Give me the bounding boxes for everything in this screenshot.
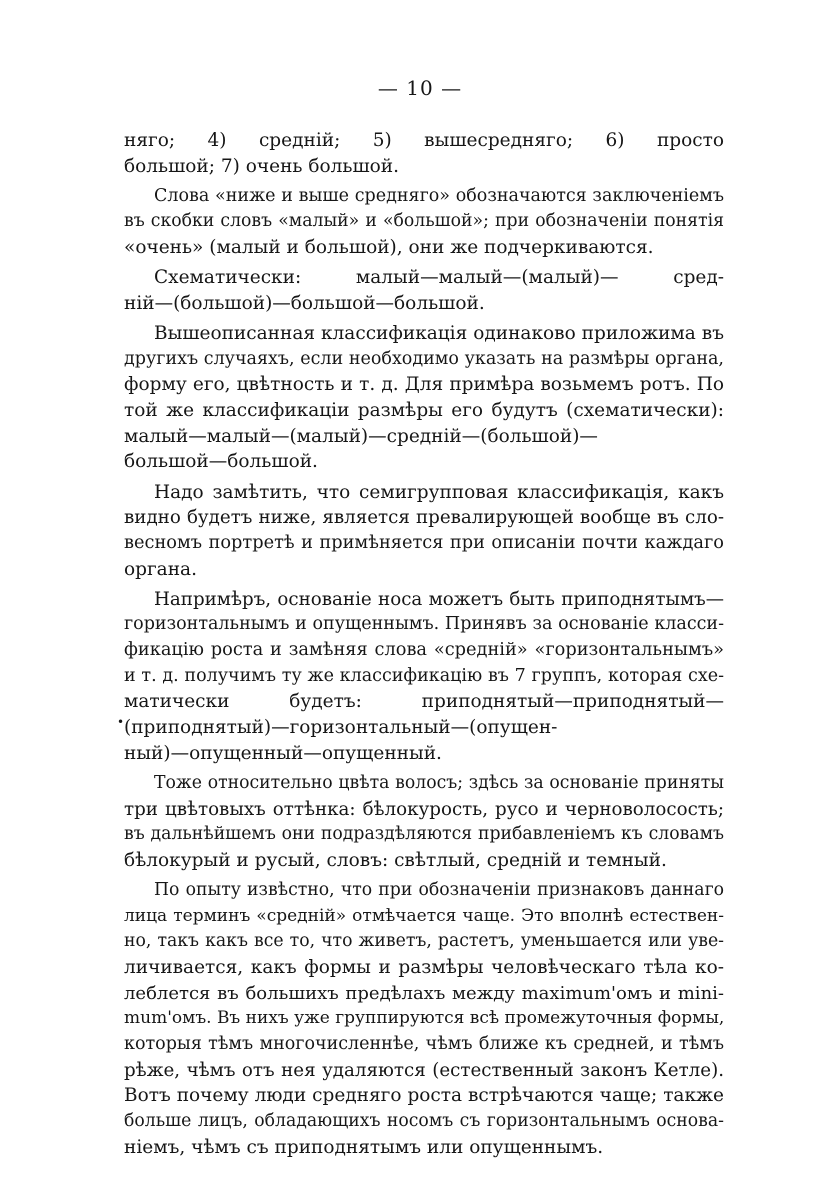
text-line: Напримѣръ, основаніе носа можетъ быть приподнятымъ—: [154, 588, 724, 610]
paragraph-4: [124, 321, 724, 475]
text-line: По опыту извѣстно, что при обозначеніи признаковъ даннаго: [154, 879, 724, 900]
text-line: въ дальнѣйшемъ они подраздѣляются прибавленіемъ къ словамъ: [124, 824, 724, 845]
page-number: — 10 —: [377, 76, 463, 100]
text-line: которыя тѣмъ многочисленнѣе, чѣмъ ближе къ средней, и тѣмъ: [124, 1034, 724, 1055]
text-line: личивается, какъ формы и размѣры человѣческаго тѣла ко-: [124, 957, 724, 979]
text-line: леблется въ большихъ предѣлахъ между maximum'омъ и mini-: [124, 982, 724, 1004]
text-line: бѣлокурый и русый, словъ: свѣтлый, средній и темный.: [124, 849, 667, 871]
text-line: другихъ случаяхъ, если необходимо указать на размѣры органа,: [124, 348, 724, 369]
text-line: весномъ портретѣ и примѣняется при описаніи почти каждаго: [124, 532, 724, 553]
text-line: матически будетъ: приподнятый—приподнятый—: [124, 691, 724, 713]
text-line: ній—(большой)—большой—большой.: [124, 292, 485, 314]
text-line: видно будетъ ниже, является превалирующей вообще въ сло-: [124, 507, 724, 529]
text-line: той же классификаціи размѣры его будутъ (схематически):: [124, 400, 724, 422]
margin-mark: •: [117, 715, 125, 729]
text-line: фикацію роста и замѣняя слова «средній» «горизонтальнымъ»: [124, 640, 724, 661]
paragraph-7: [124, 771, 724, 874]
paragraph-8: [124, 878, 724, 1161]
text-line: форму его, цвѣтность и т. д. Для примѣра возьмемъ ротъ. По: [124, 374, 724, 396]
paragraph-2: [124, 184, 724, 261]
text-line: Вотъ почему люди средняго роста встрѣчаются чаще; также: [124, 1085, 724, 1107]
page-body: [124, 128, 724, 1165]
text-line: больше лицъ, обладающихъ носомъ съ горизонтальнымъ основа-: [124, 1111, 724, 1132]
paragraph-5: [124, 480, 724, 583]
text-line: лица терминъ «средній» отмѣчается чаще. Это вполнѣ естествен-: [124, 905, 724, 926]
text-line: (приподнятый)—горизонтальный—(опущен-: [124, 717, 558, 739]
text-line: но, такъ какъ все то, что живетъ, растетъ, уменьшается или уве-: [124, 931, 724, 952]
text-line: горизонтальнымъ и опущеннымъ. Принявъ за основаніе класси-: [124, 614, 724, 635]
text-line: Тоже относительно цвѣта волосъ; здѣсь за основаніе приняты: [154, 772, 724, 793]
text-line: органа.: [124, 558, 197, 580]
paragraph-3: [124, 265, 724, 316]
paragraph-6: [124, 587, 724, 767]
text-line: mum'омъ. Въ нихъ уже группируются всѣ промежуточныя формы,: [124, 1008, 725, 1029]
text-line: няго; 4) средній; 5) вышесредняго; 6) просто: [124, 130, 724, 151]
text-line: Надо замѣтить, что семигрупповая классификація, какъ: [154, 481, 724, 503]
text-line: «очень» (малый и большой), они же подчеркиваются.: [124, 237, 654, 259]
text-line: ніемъ, чѣмъ съ приподнятымъ или опущеннымъ.: [124, 1136, 604, 1158]
text-line: и т. д. получимъ ту же классификацію въ 7 группъ, которая схе-: [124, 665, 724, 686]
text-line: Слова «ниже и выше средняго» обозначаются заключеніемъ: [154, 185, 724, 206]
paragraph-1: [124, 128, 724, 179]
text-line: большой; 7) очень большой.: [124, 155, 399, 177]
text-line: ный)—опущенный—опущенный.: [124, 742, 442, 764]
text-line: Вышеописанная классификація одинаково приложима въ: [154, 322, 724, 344]
text-line: Схематически: малый—малый—(малый)— сред-: [154, 267, 724, 289]
text-line: въ скобки словъ «малый» и «большой»; при обозначеніи понятія: [124, 211, 724, 232]
text-line: три цвѣтовыхъ оттѣнка: бѣлокурость, русо и черноволосость;: [124, 798, 724, 820]
text-line: малый—малый—(малый)—средній—(большой)—: [124, 425, 598, 447]
text-line: большой—большой.: [124, 451, 318, 473]
text-line: рѣже, чѣмъ отъ нея удаляются (естественный законъ Кетле).: [124, 1059, 724, 1081]
